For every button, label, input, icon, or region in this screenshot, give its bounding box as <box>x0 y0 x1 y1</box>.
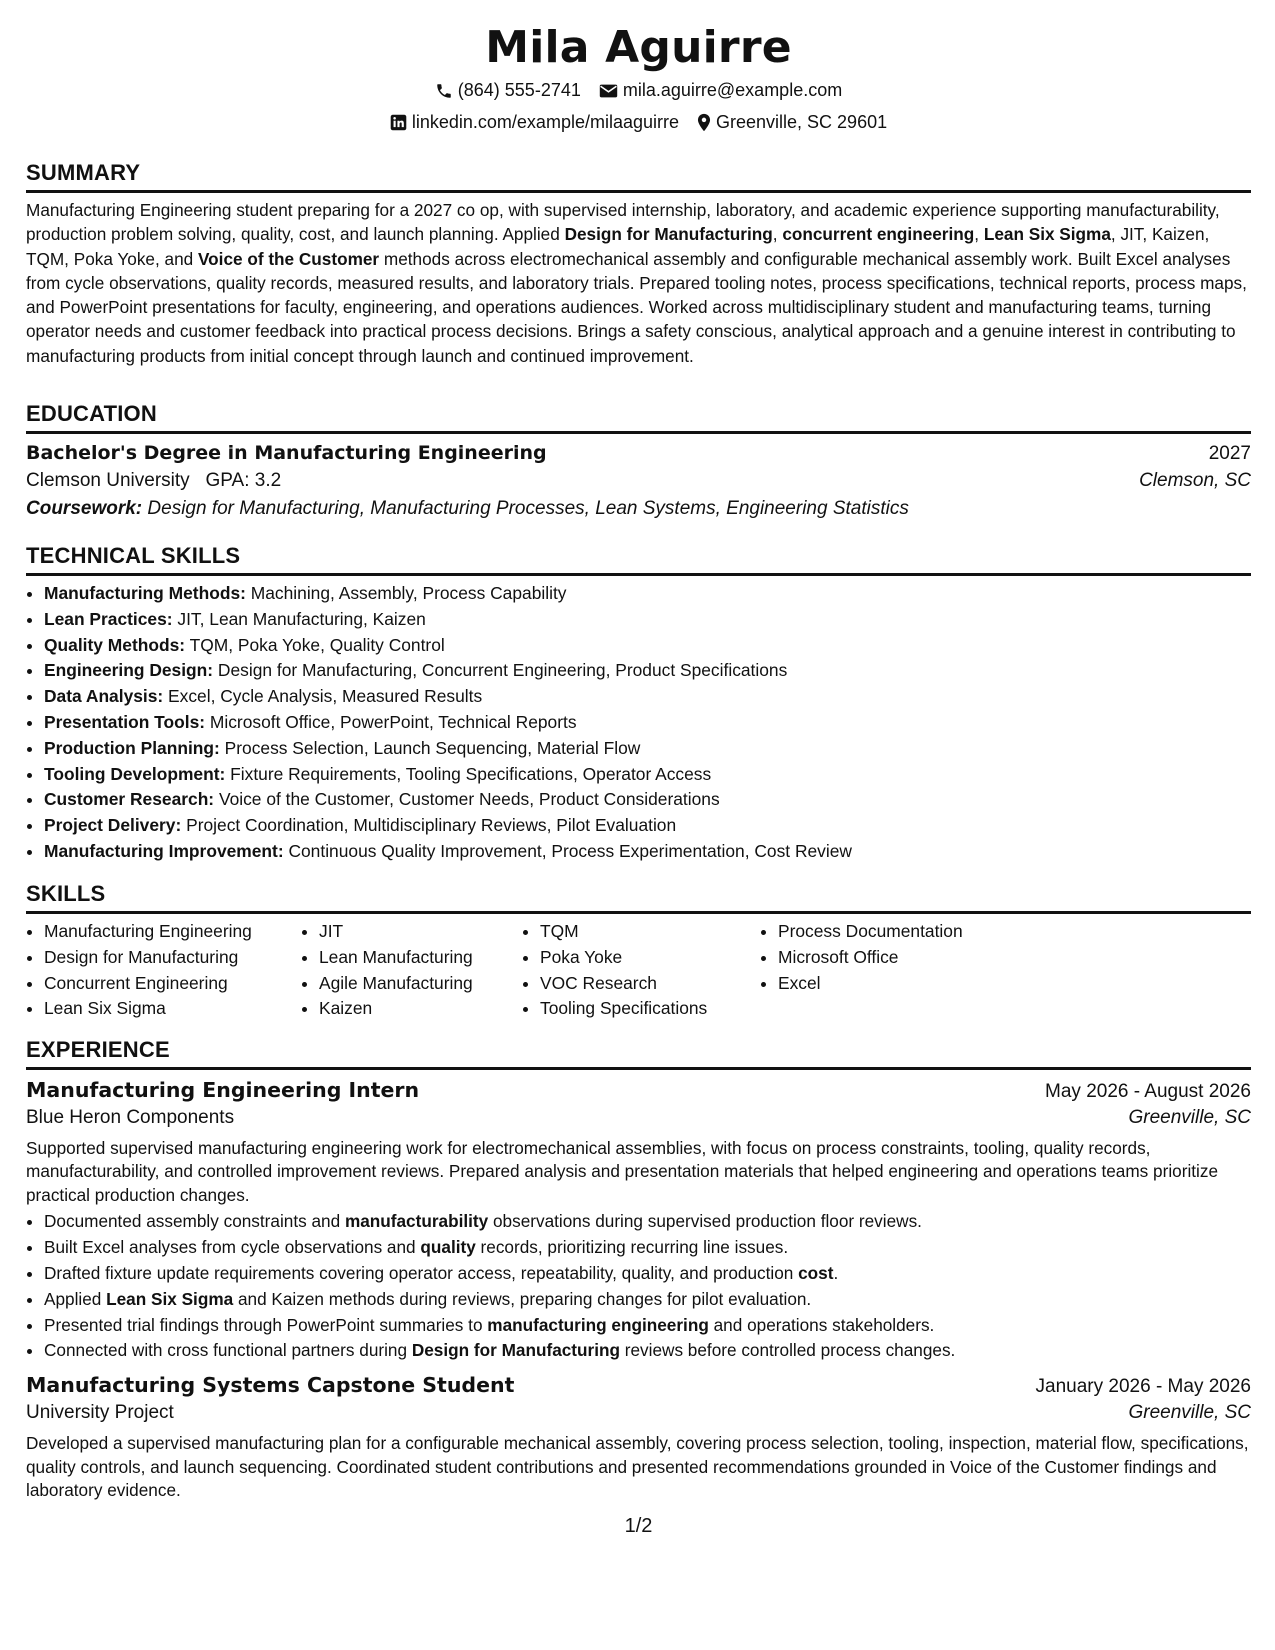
list-item: • Quality Methods: TQM, Poka Yoke, Quality Control <box>44 633 1251 659</box>
list-item: • Kaizen <box>319 996 522 1022</box>
list-item: • Microsoft Office <box>778 945 1078 971</box>
list-item: • Lean Practices: JIT, Lean Manufacturing, Kaizen <box>44 607 1251 633</box>
degree-title: Bachelor's Degree in Manufacturing Engineering <box>26 442 547 464</box>
list-item: • Presentation Tools: Microsoft Office, PowerPoint, Technical Reports <box>44 710 1251 736</box>
gpa: GPA: 3.2 <box>205 470 282 491</box>
company-name: Blue Heron Components <box>26 1107 235 1128</box>
technical-skills-list <box>26 581 1251 865</box>
skills-column-1 <box>26 919 301 1022</box>
graduation-year: 2027 <box>1208 443 1251 464</box>
job-title: Manufacturing Systems Capstone Student <box>26 1373 515 1398</box>
map-pin-icon <box>697 113 711 132</box>
technical-skills-heading: TECHNICAL SKILLS <box>26 543 1251 576</box>
linkedin-text: linkedin.com/example/milaaguirre <box>411 112 679 132</box>
linkedin-icon <box>390 114 407 131</box>
skills-section <box>26 881 1251 1022</box>
contact-line-secondary <box>26 112 1251 133</box>
skills-heading: SKILLS <box>26 881 1251 914</box>
coursework-label: Coursework: <box>26 498 143 519</box>
list-item: • TQM <box>540 919 760 945</box>
resume-page <box>26 0 1251 1650</box>
list-item: • VOC Research <box>540 971 760 997</box>
list-item: • Lean Six Sigma <box>44 996 301 1022</box>
list-item: • Production Planning: Process Selection, Launch Sequencing, Material Flow <box>44 736 1251 762</box>
email-text: mila.aguirre@example.com <box>622 80 843 100</box>
list-item: • Drafted fixture update requirements covering operator access, repeatability, quality, and production cost. <box>44 1261 1251 1287</box>
contact-line-primary <box>26 80 1251 101</box>
location-contact <box>697 112 887 133</box>
summary-section <box>26 160 1251 368</box>
technical-skills-section <box>26 543 1251 865</box>
job-title: Manufacturing Engineering Intern <box>26 1078 420 1102</box>
coursework-list: Design for Manufacturing, Manufacturing Processes, Lean Systems, Engineering Statistics <box>142 498 909 519</box>
education-heading: EDUCATION <box>26 401 1251 434</box>
company-name: University Project <box>26 1402 174 1424</box>
education-section <box>26 401 1251 520</box>
location-text: Greenville, SC 29601 <box>716 112 888 132</box>
list-item: • Excel <box>778 971 1078 997</box>
envelope-icon <box>599 83 618 99</box>
list-item: • Data Analysis: Excel, Cycle Analysis, Measured Results <box>44 684 1251 710</box>
school-location: Clemson, SC <box>1139 470 1251 491</box>
school-name: Clemson University <box>26 470 190 491</box>
candidate-name: Mila Aguirre <box>485 22 792 73</box>
list-item: • Project Delivery: Project Coordination, Multidisciplinary Reviews, Pilot Evaluation <box>44 813 1251 839</box>
job-summary: Developed a supervised manufacturing plan for a configurable mechanical assembly, covering process selection, tooling, inspection, material flow, specifications, quality controls, and launch sequencing. Coordinated student contributions and presented recommendations grounded in Voice of the Customer findings and laboratory evidence. <box>26 1433 1249 1500</box>
list-item: • Customer Research: Voice of the Customer, Customer Needs, Product Considerations <box>44 787 1251 813</box>
phone-contact[interactable] <box>435 80 581 101</box>
list-item: • Engineering Design: Design for Manufacturing, Concurrent Engineering, Product Specifications <box>44 658 1251 684</box>
list-item: • Agile Manufacturing <box>319 971 522 997</box>
job-summary: Supported supervised manufacturing engineering work for electromechanical assemblies, with focus on process constraints, tooling, quality records, manufacturability, and controlled improvement reviews. Prepared analysis and presentation materials that helped engineering and operations teams prioritize practical production changes. <box>26 1138 1219 1205</box>
experience-section <box>26 1037 1251 1502</box>
job-location: Greenville, SC <box>1128 1107 1251 1128</box>
school-info <box>26 470 281 492</box>
list-item: • Documented assembly constraints and manufacturability observations during supervised production floor reviews. <box>44 1209 1251 1235</box>
linkedin-contact[interactable] <box>390 112 679 133</box>
summary-paragraph: Manufacturing Engineering student preparing for a 2027 co op, with supervised internship, laboratory, and academic experience supporting manufacturability, production problem solving, quality, cost, and launch planning. Applied Design for Manufacturing, concurrent engineering, Lean Six Sigma, JIT, Kaizen, TQM, Poka Yoke, and Voice of the Customer methods across electromechanical assembly and configurable mechanical assembly work. Built Excel analyses from cycle observations, quality records, measured results, and laboratory trials. Prepared tooling notes, process specifications, technical reports, process maps, and PowerPoint presentations for faculty, engineering, and operations audiences. Worked across multidisciplinary student and manufacturing teams, turning operator needs and customer feedback into practical process decisions. Brings a safety conscious, analytical approach and a genuine interest in contributing to manufacturing products from initial concept through launch and continued improvement. <box>26 200 1247 366</box>
email-contact[interactable] <box>599 80 842 101</box>
job-entry-2 <box>26 1373 1251 1502</box>
phone-text: (864) 555-2741 <box>457 80 581 100</box>
list-item: • Manufacturing Improvement: Continuous Quality Improvement, Process Experimentation, Cost Review <box>44 839 1251 865</box>
job-dates: January 2026 - May 2026 <box>1035 1376 1251 1398</box>
list-item: • Connected with cross functional partners during Design for Manufacturing reviews before controlled process changes. <box>44 1338 1251 1364</box>
job-header-row <box>26 1373 1251 1398</box>
list-item: • Built Excel analyses from cycle observations and quality records, prioritizing recurring line issues. <box>44 1235 1251 1261</box>
job-entry-1 <box>26 1078 1251 1364</box>
list-item: • Lean Manufacturing <box>319 945 522 971</box>
page-number: 1/2 <box>624 1515 653 1537</box>
list-item: • Applied Lean Six Sigma and Kaizen methods during reviews, preparing changes for pilot evaluation. <box>44 1287 1251 1313</box>
list-item: • Presented trial findings through PowerPoint summaries to manufacturing engineering and operations stakeholders. <box>44 1313 1251 1339</box>
skills-column-4 <box>760 919 1078 1022</box>
coursework-line <box>26 498 1251 520</box>
job-bullet-list <box>26 1209 1251 1364</box>
list-item: • Manufacturing Engineering <box>44 919 301 945</box>
job-dates: May 2026 - August 2026 <box>1045 1081 1251 1102</box>
list-item: • Design for Manufacturing <box>44 945 301 971</box>
list-item: • Tooling Development: Fixture Requirements, Tooling Specifications, Operator Access <box>44 762 1251 788</box>
experience-heading: EXPERIENCE <box>26 1037 1251 1070</box>
list-item: • Poka Yoke <box>540 945 760 971</box>
education-row-school <box>26 470 1251 492</box>
skills-columns <box>26 919 1251 1022</box>
skills-column-2 <box>301 919 522 1022</box>
education-row-degree <box>26 442 1251 465</box>
job-sub-row <box>26 1107 1251 1129</box>
skills-column-3 <box>522 919 760 1022</box>
job-location: Greenville, SC <box>1128 1402 1251 1424</box>
summary-heading: SUMMARY <box>26 160 1251 193</box>
phone-icon <box>435 82 453 100</box>
job-sub-row <box>26 1402 1251 1424</box>
list-item: • Tooling Specifications <box>540 996 760 1022</box>
list-item: • JIT <box>319 919 522 945</box>
list-item: • Manufacturing Methods: Machining, Assembly, Process Capability <box>44 581 1251 607</box>
list-item: • Process Documentation <box>778 919 1078 945</box>
job-header-row <box>26 1078 1251 1103</box>
list-item: • Concurrent Engineering <box>44 971 301 997</box>
